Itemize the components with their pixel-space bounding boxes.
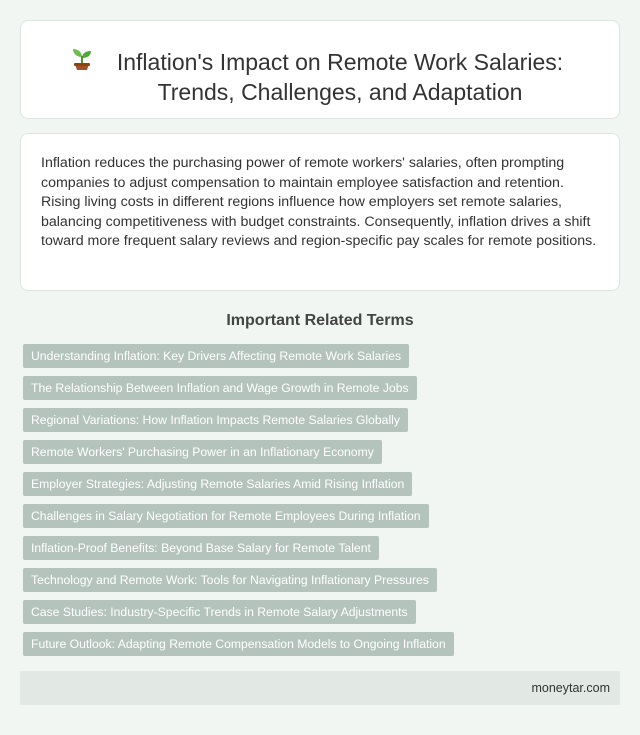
title-card bbox=[20, 20, 620, 119]
term-tag[interactable]: Understanding Inflation: Key Drivers Affecting Remote Work Salaries bbox=[23, 344, 409, 368]
term-tag[interactable]: Technology and Remote Work: Tools for Navigating Inflationary Pressures bbox=[23, 568, 437, 592]
footer bbox=[20, 671, 620, 705]
summary-card bbox=[20, 133, 620, 291]
page-title: Inflation's Impact on Remote Work Salaries: Trends, Challenges, and Adaptation bbox=[116, 49, 564, 105]
term-tag[interactable]: Case Studies: Industry-Specific Trends in Remote Salary Adjustments bbox=[23, 600, 416, 624]
related-terms-section bbox=[20, 311, 620, 656]
seedling-icon bbox=[69, 45, 95, 71]
term-tag[interactable]: Future Outlook: Adapting Remote Compensation Models to Ongoing Inflation bbox=[23, 632, 454, 656]
related-terms-heading: Important Related Terms bbox=[226, 312, 414, 329]
term-tag[interactable]: Remote Workers' Purchasing Power in an Inflationary Economy bbox=[23, 440, 382, 464]
footer-site-name: moneytar.com bbox=[531, 681, 610, 695]
term-tag[interactable]: Employer Strategies: Adjusting Remote Salaries Amid Rising Inflation bbox=[23, 472, 412, 496]
related-terms-list bbox=[20, 344, 620, 656]
term-tag[interactable]: Regional Variations: How Inflation Impacts Remote Salaries Globally bbox=[23, 408, 408, 432]
summary-text: Inflation reduces the purchasing power of remote workers' salaries, often prompting companies to adjust compensation to maintain employee satisfaction and retention. Rising living costs in different regions influence how employers set remote salaries, balancing competitiveness with budget constraints. Consequently, inflation drives a shift toward more frequent salary reviews and region-specific pay scales for remote positions. bbox=[41, 155, 597, 250]
term-tag[interactable]: Inflation-Proof Benefits: Beyond Base Salary for Remote Talent bbox=[23, 536, 379, 560]
term-tag[interactable]: Challenges in Salary Negotiation for Remote Employees During Inflation bbox=[23, 504, 429, 528]
term-tag[interactable]: The Relationship Between Inflation and Wage Growth in Remote Jobs bbox=[23, 376, 417, 400]
